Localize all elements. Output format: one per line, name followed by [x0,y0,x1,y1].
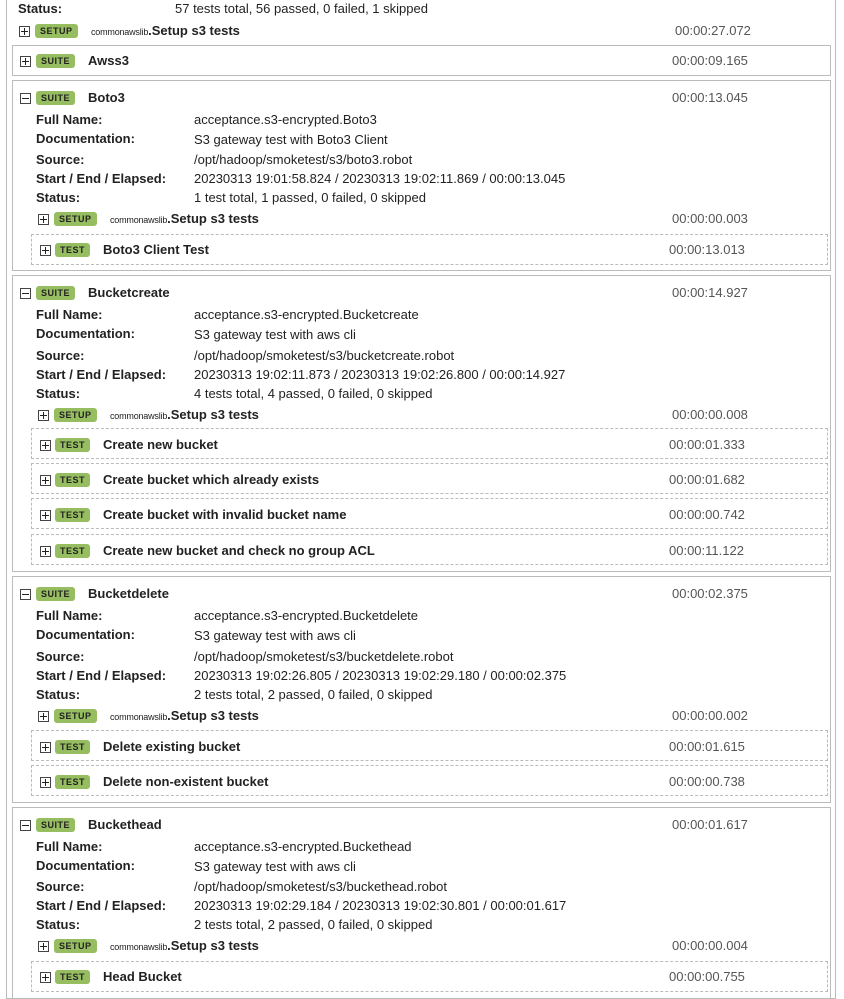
expand-icon[interactable] [38,711,49,722]
full-name-label: Full Name: [36,307,103,322]
documentation-value: S3 gateway test with aws cli [194,859,356,874]
test-badge: TEST [55,508,90,522]
full-name-label: Full Name: [36,608,103,623]
test-badge: TEST [55,243,90,257]
documentation-label: Documentation: [36,131,135,146]
elapsed-time: 00:00:13.045 [672,90,748,105]
status-label: Status: [18,1,63,16]
test-row[interactable] [31,765,828,796]
start-end-value: 20230313 19:02:29.184 / 20230313 19:02:30.801 / 00:00:01.617 [194,898,567,913]
expand-icon[interactable] [38,941,49,952]
expand-icon[interactable] [40,245,51,256]
elapsed-time: 00:00:00.008 [672,407,748,422]
documentation-label: Documentation: [36,627,135,642]
test-name[interactable]: Head Bucket [103,969,182,984]
full-name-value: acceptance.s3-encrypted.Boto3 [194,112,377,127]
keyword-name: commonawslib.Setup s3 tests [91,23,240,38]
suite-name[interactable]: Bucketdelete [88,586,169,601]
source-link[interactable]: /opt/hadoop/smoketest/s3/bucketdelete.robot [194,649,454,664]
keyword-name[interactable]: commonawslib.Setup s3 tests [110,211,259,226]
elapsed-time: 00:00:00.003 [672,211,748,226]
documentation-value: S3 gateway test with aws cli [194,628,356,643]
test-name[interactable]: Create new bucket [103,437,218,452]
test-row[interactable] [31,730,828,761]
keyword-name[interactable]: commonawslib.Setup s3 tests [110,708,259,723]
status-value: 1 test total, 1 passed, 0 failed, 0 skipped [194,190,426,205]
status-value: 4 tests total, 4 passed, 0 failed, 0 skipped [194,386,433,401]
source-label: Source: [36,348,85,363]
elapsed-time: 00:00:00.002 [672,708,748,723]
suite-awss3[interactable] [12,45,831,76]
setup-badge: SETUP [35,24,78,38]
elapsed-time: 00:00:00.738 [669,774,745,789]
documentation-value: S3 gateway test with aws cli [194,327,356,342]
test-badge: TEST [55,970,90,984]
full-name-label: Full Name: [36,839,103,854]
start-end-label: Start / End / Elapsed: [36,171,167,186]
expand-icon[interactable] [40,972,51,983]
suite-badge: SUITE [36,818,75,832]
collapse-icon[interactable] [20,820,31,831]
status-value: 2 tests total, 2 passed, 0 failed, 0 skipped [194,917,433,932]
full-name-value: acceptance.s3-encrypted.Buckethead [194,839,412,854]
start-end-value: 20230313 19:02:26.805 / 20230313 19:02:29.180 / 00:00:02.375 [194,668,567,683]
collapse-icon[interactable] [20,589,31,600]
expand-icon[interactable] [40,440,51,451]
setup-badge: SETUP [54,939,97,953]
test-badge: TEST [55,544,90,558]
test-badge: TEST [55,775,90,789]
start-end-label: Start / End / Elapsed: [36,898,167,913]
source-label: Source: [36,649,85,664]
suite-name[interactable]: Boto3 [88,90,125,105]
source-link[interactable]: /opt/hadoop/smoketest/s3/boto3.robot [194,152,413,167]
expand-icon[interactable] [38,214,49,225]
status-value: 2 tests total, 2 passed, 0 failed, 0 skipped [194,687,433,702]
status-value: 57 tests total, 56 passed, 0 failed, 1 skipped [175,1,428,16]
setup-badge: SETUP [54,709,97,723]
expand-icon[interactable] [40,475,51,486]
full-name-value: acceptance.s3-encrypted.Bucketcreate [194,307,419,322]
elapsed-time: 00:00:02.375 [672,586,748,601]
keyword-name[interactable]: commonawslib.Setup s3 tests [110,407,259,422]
elapsed-time: 00:00:09.165 [672,53,748,68]
expand-icon[interactable] [40,546,51,557]
test-name[interactable]: Delete non-existent bucket [103,774,269,789]
expand-icon[interactable] [19,26,30,37]
status-label: Status: [36,386,81,401]
suite-bucketdelete [12,576,831,803]
suite-badge: SUITE [36,54,75,68]
source-label: Source: [36,879,85,894]
keyword-name[interactable]: commonawslib.Setup s3 tests [110,938,259,953]
test-row[interactable] [31,428,828,459]
elapsed-time: 00:00:01.615 [669,739,745,754]
elapsed-time: 00:00:00.742 [669,507,745,522]
elapsed-time: 00:00:13.013 [669,242,745,257]
suite-badge: SUITE [36,286,75,300]
elapsed-time: 00:00:01.333 [669,437,745,452]
test-row[interactable] [31,463,828,494]
elapsed-time: 00:00:27.072 [675,23,751,38]
test-badge: TEST [55,740,90,754]
collapse-icon[interactable] [20,93,31,104]
suite-name: Awss3 [88,53,129,68]
test-row[interactable] [31,234,828,265]
status-label: Status: [36,190,81,205]
suite-buckethead [12,807,831,999]
test-row[interactable] [31,534,828,565]
start-end-value: 20230313 19:02:11.873 / 20230313 19:02:26.800 / 00:00:14.927 [194,367,566,382]
suite-badge: SUITE [36,587,75,601]
start-end-label: Start / End / Elapsed: [36,367,167,382]
elapsed-time: 00:00:00.004 [672,938,748,953]
documentation-value: S3 gateway test with Boto3 Client [194,132,388,147]
suite-boto3 [12,80,831,271]
source-link[interactable]: /opt/hadoop/smoketest/s3/bucketcreate.robot [194,348,455,363]
expand-icon[interactable] [40,777,51,788]
test-row[interactable] [31,961,828,992]
start-end-value: 20230313 19:01:58.824 / 20230313 19:02:11.869 / 00:00:13.045 [194,171,566,186]
test-name[interactable]: Create new bucket and check no group ACL [103,543,375,558]
status-label: Status: [36,687,81,702]
source-label: Source: [36,152,85,167]
documentation-label: Documentation: [36,858,135,873]
setup-badge: SETUP [54,408,97,422]
elapsed-time: 00:00:11.122 [669,543,744,558]
elapsed-time: 00:00:00.755 [669,969,745,984]
expand-icon[interactable] [20,56,31,67]
suite-name[interactable]: Buckethead [88,817,162,832]
full-name-label: Full Name: [36,112,103,127]
documentation-label: Documentation: [36,326,135,341]
elapsed-time: 00:00:01.617 [672,817,748,832]
test-badge: TEST [55,438,90,452]
collapse-icon[interactable] [20,288,31,299]
suite-name[interactable]: Bucketcreate [88,285,170,300]
test-badge: TEST [55,473,90,487]
test-name[interactable]: Delete existing bucket [103,739,241,754]
test-name[interactable]: Create bucket with invalid bucket name [103,507,347,522]
status-label: Status: [36,917,81,932]
test-name[interactable]: Create bucket which already exists [103,472,320,487]
suite-bucketcreate [12,275,831,572]
setup-badge: SETUP [54,212,97,226]
full-name-value: acceptance.s3-encrypted.Bucketdelete [194,608,419,623]
expand-icon[interactable] [40,510,51,521]
elapsed-time: 00:00:01.682 [669,472,745,487]
suite-badge: SUITE [36,91,75,105]
source-link[interactable]: /opt/hadoop/smoketest/s3/buckethead.robot [194,879,447,894]
test-row[interactable] [31,498,828,529]
expand-icon[interactable] [38,410,49,421]
test-name[interactable]: Boto3 Client Test [103,242,209,257]
start-end-label: Start / End / Elapsed: [36,668,167,683]
elapsed-time: 00:00:14.927 [672,285,748,300]
expand-icon[interactable] [40,742,51,753]
